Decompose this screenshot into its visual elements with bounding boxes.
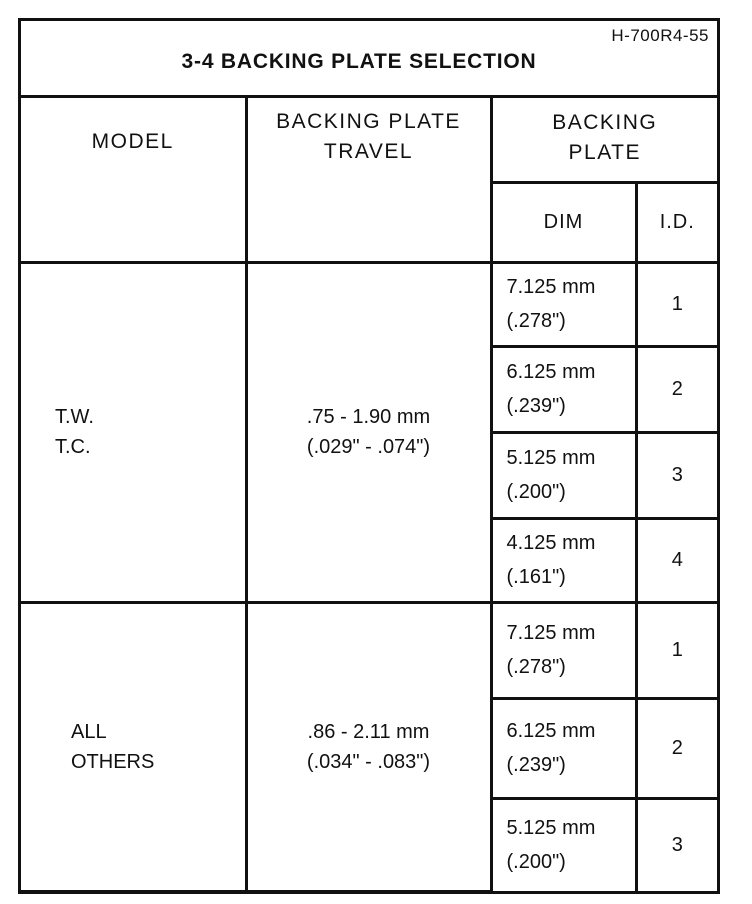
header-travel: BACKING PLATE TRAVEL (246, 95, 491, 262)
header-model: MODEL (21, 95, 246, 262)
header-plate: BACKING PLATE (491, 95, 717, 182)
header-id: I.D. (636, 182, 717, 262)
model-cell: ALL OTHERS (21, 602, 246, 891)
model-cell: T.W. T.C. (21, 262, 246, 602)
dim-cell: 7.125 mm (.278") (491, 602, 636, 698)
header-row (21, 95, 717, 182)
selection-chart-frame (18, 18, 720, 894)
dim-cell: 6.125 mm (.239") (491, 698, 636, 798)
header-dim: DIM (491, 182, 636, 262)
id-cell: 3 (636, 432, 717, 518)
document-code: H-700R4-55 (611, 26, 709, 45)
dim-cell: 4.125 mm (.161") (491, 518, 636, 602)
id-cell: 1 (636, 602, 717, 698)
chart-title: 3-4 BACKING PLATE SELECTION (181, 50, 537, 73)
table-row (21, 262, 717, 346)
backing-plate-table (21, 95, 717, 893)
id-cell: 4 (636, 518, 717, 602)
table-row (21, 602, 717, 698)
dim-cell: 6.125 mm (.239") (491, 346, 636, 432)
title-box (21, 21, 717, 98)
id-cell: 2 (636, 698, 717, 798)
dim-cell: 7.125 mm (.278") (491, 262, 636, 346)
id-cell: 3 (636, 798, 717, 891)
travel-cell: .75 - 1.90 mm (.029" - .074") (246, 262, 491, 602)
id-cell: 2 (636, 346, 717, 432)
travel-cell: .86 - 2.11 mm (.034" - .083") (246, 602, 491, 891)
dim-cell: 5.125 mm (.200") (491, 798, 636, 891)
id-cell: 1 (636, 262, 717, 346)
dim-cell: 5.125 mm (.200") (491, 432, 636, 518)
